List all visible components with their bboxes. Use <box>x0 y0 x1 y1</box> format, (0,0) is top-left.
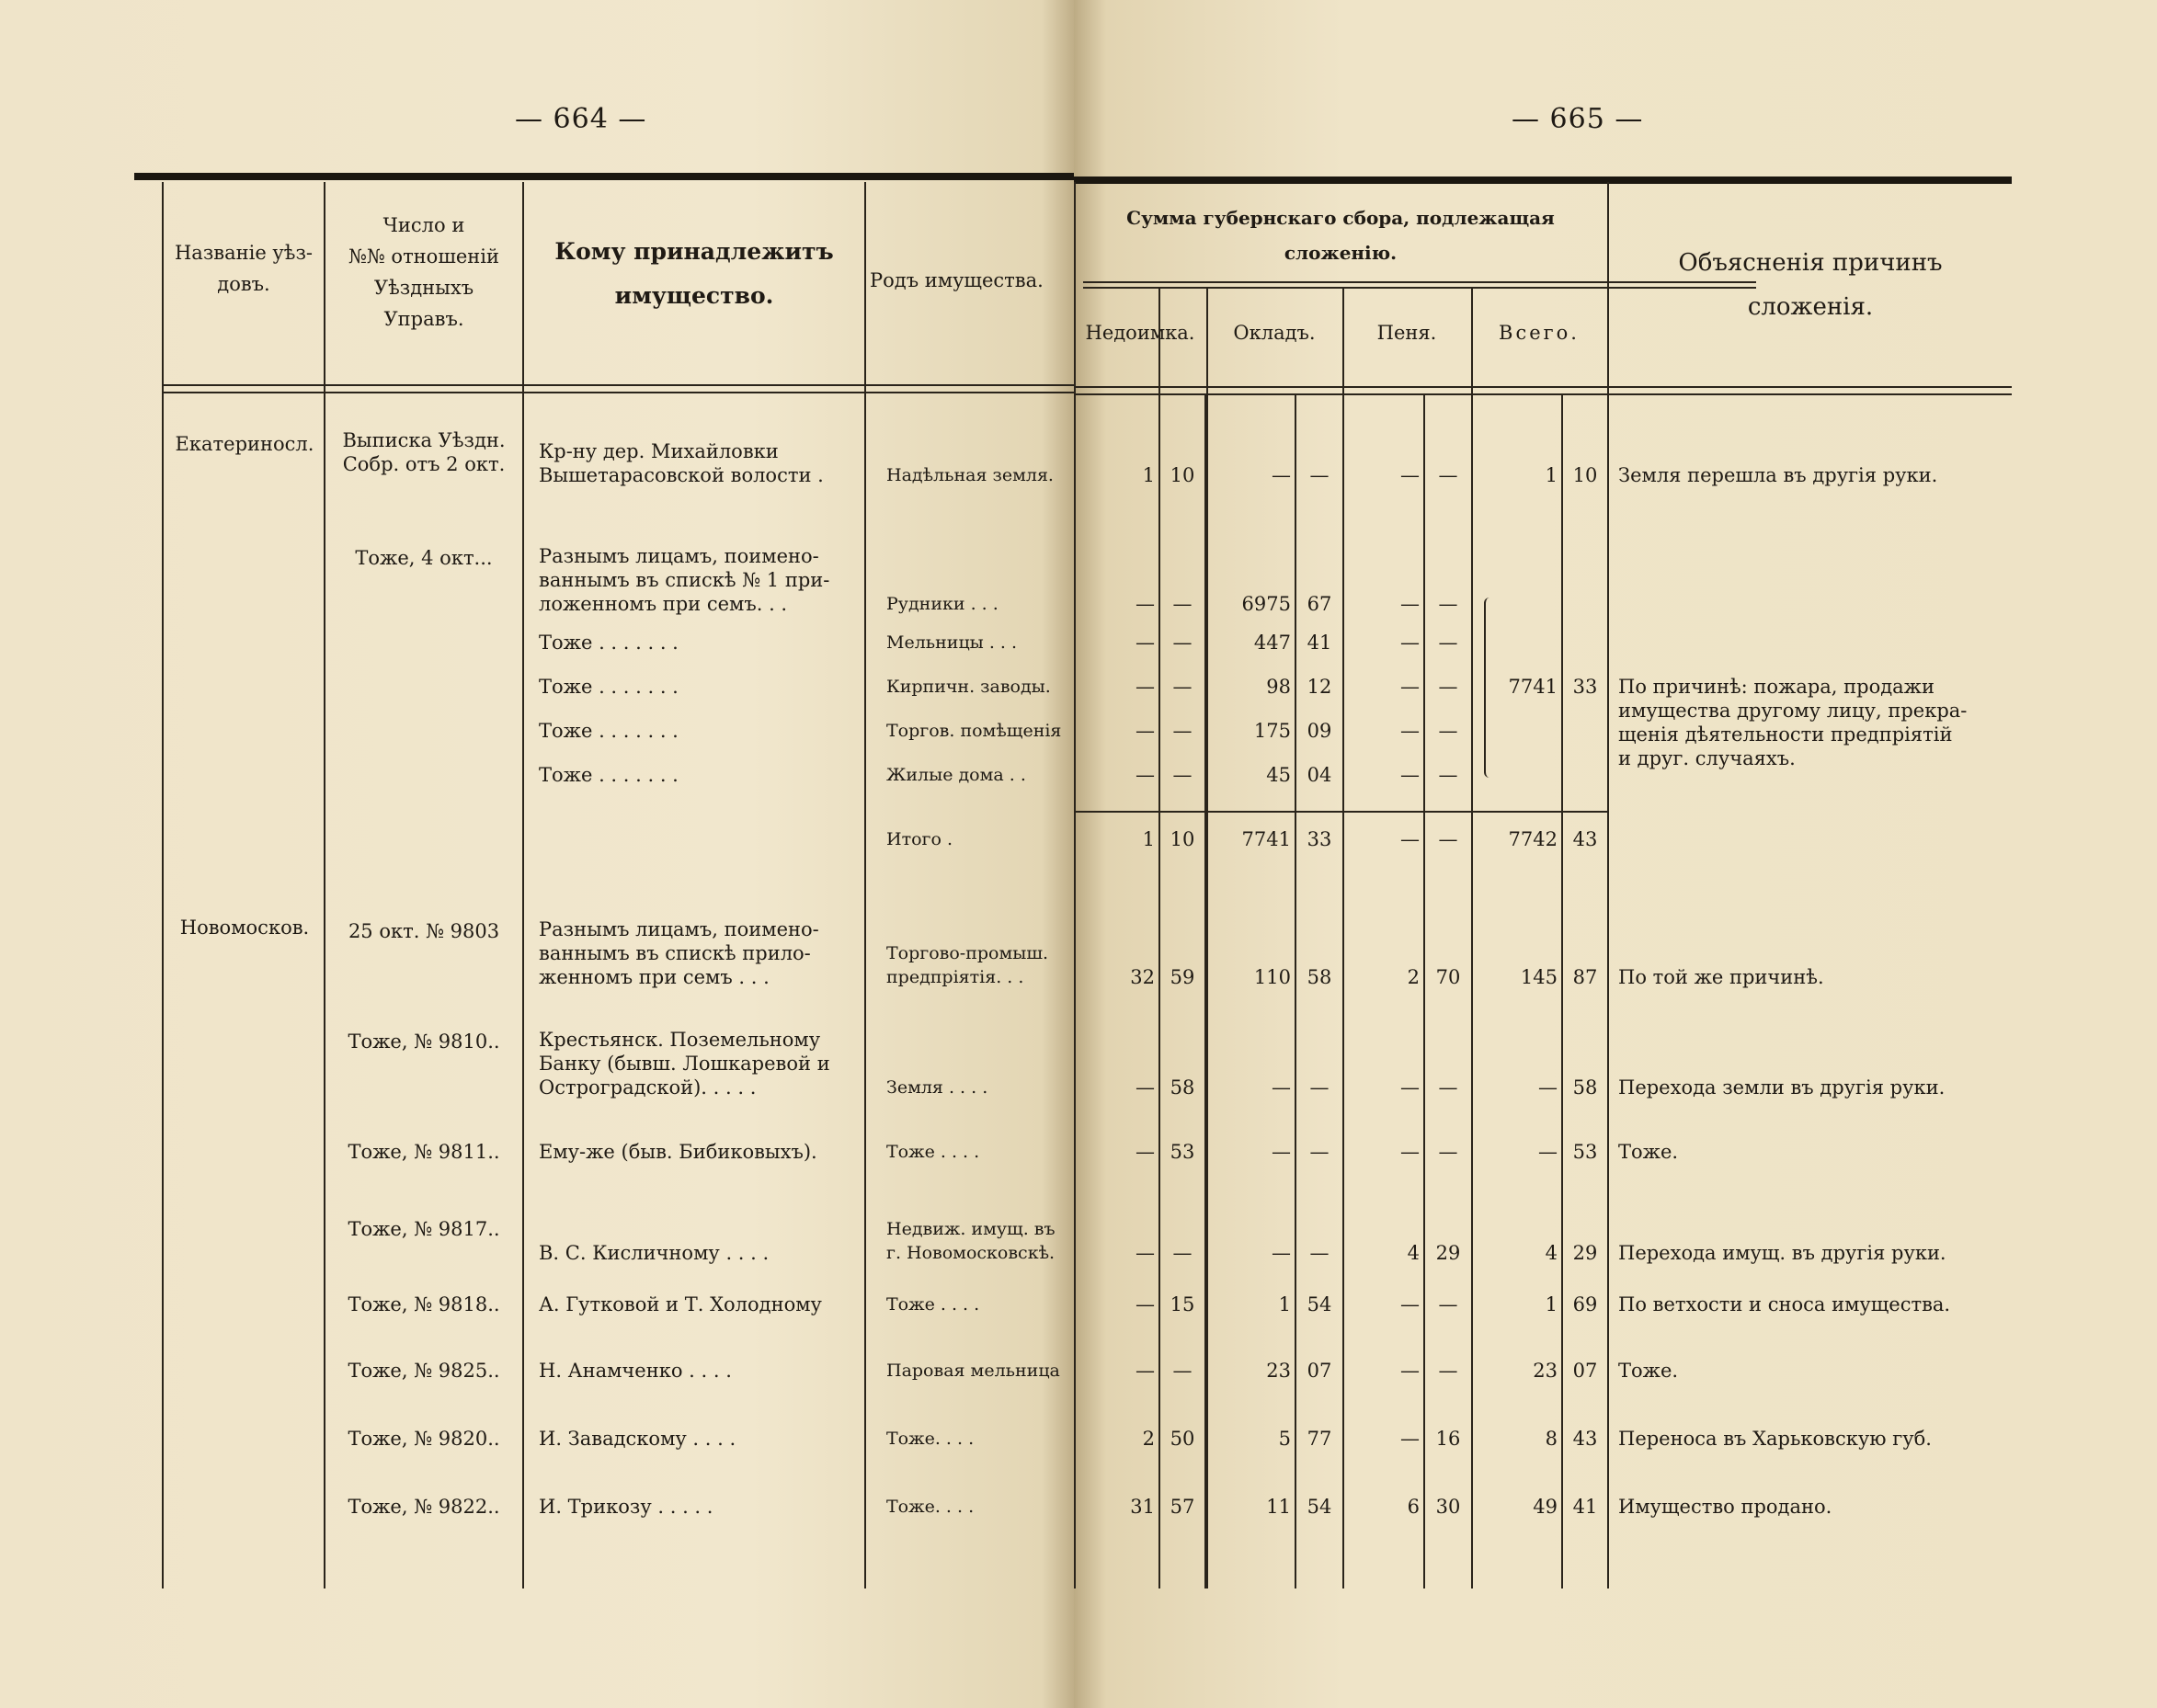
cell-okl-r: 45 <box>1266 764 1291 786</box>
cell-vs-r: 7742 <box>1508 828 1558 850</box>
header-number: Число и №№ отношеній Уѣздныхъ Управъ. <box>348 214 499 330</box>
cell-ned-k: — <box>1172 720 1193 742</box>
cell-pen-r: — <box>1400 720 1420 742</box>
cell-vs-k: 41 <box>1572 1496 1598 1518</box>
cell-pen-k: — <box>1438 828 1458 850</box>
cell-kind: Итого . <box>886 829 953 849</box>
cell-vs-k: 58 <box>1572 1076 1598 1099</box>
left-page <box>0 0 1074 1708</box>
cell-ned-r: 2 <box>1142 1428 1155 1450</box>
cell-ned-r: — <box>1136 593 1155 615</box>
header-penya: Пеня. <box>1376 322 1437 344</box>
cell-num: Тоже, № 9818.. <box>348 1293 500 1315</box>
cell-ned-k: 10 <box>1170 828 1195 850</box>
cell-pen-r: 2 <box>1407 966 1420 988</box>
cell-vs-r: 4 <box>1545 1242 1558 1264</box>
cell-okl-r: — <box>1272 464 1291 486</box>
cell-ned-k: 59 <box>1170 966 1195 988</box>
cell-num: Тоже, № 9811.. <box>348 1141 500 1163</box>
cell-okl-k: 67 <box>1307 593 1332 615</box>
cell-owner: Крестьянск. Поземельному Банку (бывш. Лошкаревой и Остроградской). . . . . <box>539 1029 830 1099</box>
cell-okl-k: 04 <box>1307 764 1332 786</box>
cell-pen-k: — <box>1438 676 1458 698</box>
cell-vs-k: 29 <box>1572 1242 1598 1264</box>
cell-ned-k: — <box>1172 1242 1193 1264</box>
cell-pen-k: 16 <box>1435 1428 1461 1450</box>
cell-ned-r: 32 <box>1130 966 1155 988</box>
cell-okl-k: 33 <box>1307 828 1332 850</box>
cell-ned-k: 10 <box>1170 464 1195 486</box>
cell-pen-r: — <box>1400 1428 1420 1450</box>
cell-okl-k: 54 <box>1307 1496 1332 1518</box>
cell-owner: Ему-же (быв. Бибиковыхъ). <box>539 1141 817 1163</box>
cell-okl-k: 07 <box>1307 1360 1332 1382</box>
cell-okl-r: 7741 <box>1241 828 1291 850</box>
cell-uezd: Новомосков. <box>179 917 310 939</box>
cell-ned-r: — <box>1136 1141 1155 1163</box>
cell-pen-k: — <box>1438 1141 1458 1163</box>
cell-vs-k: 43 <box>1572 1428 1598 1450</box>
col-line <box>1074 182 1076 1588</box>
cell-okl-k: 58 <box>1307 966 1332 988</box>
left-page-number: — 664 — <box>515 103 647 135</box>
cell-pen-r: — <box>1400 632 1420 654</box>
col-line <box>1561 395 1563 1588</box>
cell-num: 25 окт. № 9803 <box>348 920 500 942</box>
cell-ned-k: 57 <box>1170 1496 1195 1518</box>
cell-ned-r: 31 <box>1130 1496 1155 1518</box>
header-rule <box>1074 393 2012 395</box>
cell-okl-k: 09 <box>1307 720 1332 742</box>
col-line <box>1342 287 1344 1588</box>
cell-uezd: Екатериносл. <box>175 433 314 455</box>
cell-pen-r: — <box>1400 1076 1420 1099</box>
cell-pen-r: — <box>1400 464 1420 486</box>
cell-okl-r: 110 <box>1253 966 1291 988</box>
right-page <box>1074 0 2157 1708</box>
cell-pen-r: 4 <box>1407 1242 1420 1264</box>
cell-ned-k: — <box>1172 764 1193 786</box>
total-rule <box>1074 811 1607 813</box>
cell-reason: По ветхости и сноса имущества. <box>1618 1293 1951 1315</box>
cell-ned-r: — <box>1136 1360 1155 1382</box>
cell-ned-k: 50 <box>1170 1428 1195 1450</box>
cell-kind: Жилые дома . . <box>886 765 1026 785</box>
cell-okl-k: 54 <box>1307 1293 1332 1315</box>
cell-okl-k: 12 <box>1307 676 1332 698</box>
col-line <box>1607 182 1609 1588</box>
right-page-number: — 665 — <box>1512 103 1644 135</box>
cell-okl-k: — <box>1309 1141 1330 1163</box>
cell-kind: Торгов. помѣщенія <box>886 721 1062 741</box>
cell-okl-r: 11 <box>1266 1496 1291 1518</box>
cell-ned-r: — <box>1136 1242 1155 1264</box>
cell-pen-k: — <box>1438 720 1458 742</box>
cell-owner: И. Завадскому . . . . <box>539 1428 736 1450</box>
cell-ned-k: — <box>1172 1360 1193 1382</box>
cell-vs-k: 53 <box>1572 1141 1598 1163</box>
cell-num: Тоже, 4 окт... <box>355 547 493 569</box>
header-kind: Родъ имущества. <box>870 269 1044 291</box>
cell-pen-k: — <box>1438 764 1458 786</box>
cell-vs-k: 87 <box>1572 966 1598 988</box>
header-rule <box>162 384 1074 386</box>
cell-num: Тоже, № 9820.. <box>348 1428 500 1450</box>
cell-pen-r: — <box>1400 1360 1420 1382</box>
header-uezd: Названіе уѣз- довъ. <box>174 242 313 295</box>
cell-kind: Тоже. . . . <box>886 1497 975 1517</box>
cell-owner: Кр-ну дер. Михайловки Вышетарасовской волости . <box>539 440 824 486</box>
cell-pen-r: — <box>1400 1141 1420 1163</box>
cell-num: Выписка Уѣздн. Собр. отъ 2 окт. <box>342 429 506 475</box>
header-oklad: Окладъ. <box>1233 322 1316 344</box>
cell-vs-r: 145 <box>1520 966 1558 988</box>
cell-pen-r: — <box>1400 1293 1420 1315</box>
cell-vs-r: 1 <box>1545 464 1558 486</box>
cell-ned-r: 1 <box>1142 828 1155 850</box>
cell-ned-r: 1 <box>1142 464 1155 486</box>
cell-reason: По той же причинѣ. <box>1618 966 1824 988</box>
cell-owner: Тоже . . . . . . . <box>539 676 679 698</box>
cell-kind: Кирпичн. заводы. <box>886 677 1051 697</box>
cell-reason: Имущество продано. <box>1618 1496 1832 1518</box>
cell-okl-r: — <box>1272 1076 1291 1099</box>
cell-reason: По причинѣ: пожара, продажи имущества другому лицу, прекра- щенія дѣятельности предпріятій и друг. случаяхъ. <box>1618 676 1968 769</box>
cell-vs-r: — <box>1538 1076 1558 1099</box>
cell-okl-r: 5 <box>1278 1428 1291 1450</box>
cell-okl-r: 447 <box>1253 632 1291 654</box>
cell-ned-k: — <box>1172 593 1193 615</box>
cell-okl-r: 6975 <box>1241 593 1291 615</box>
cell-num: Тоже, № 9822.. <box>348 1496 500 1518</box>
cell-pen-r: — <box>1400 828 1420 850</box>
cell-kind: Тоже . . . . <box>886 1142 980 1162</box>
cell-kind: Недвиж. имущ. въ г. Новомосковскѣ. <box>886 1219 1056 1263</box>
cell-okl-r: 23 <box>1266 1360 1291 1382</box>
cell-num: Тоже, № 9825.. <box>348 1360 500 1382</box>
header-nedoimka: Недоимка. <box>1085 322 1195 344</box>
cell-owner: Тоже . . . . . . . <box>539 764 679 786</box>
cell-okl-k: — <box>1309 464 1330 486</box>
cell-ned-k: 15 <box>1170 1293 1195 1315</box>
col-line <box>1206 287 1208 1588</box>
cell-okl-r: — <box>1272 1242 1291 1264</box>
cell-okl-k: — <box>1309 1076 1330 1099</box>
cell-owner: Разнымъ лицамъ, поимено- ваннымъ въ спискѣ № 1 при- ложенномъ при семъ. . . <box>539 545 830 615</box>
cell-kind: Рудники . . . <box>886 594 999 614</box>
cell-owner: Тоже . . . . . . . <box>539 632 679 654</box>
cell-ned-r: — <box>1136 632 1155 654</box>
cell-ned-k: — <box>1172 676 1193 698</box>
header-rule <box>1074 386 2012 388</box>
col-line <box>1158 287 1160 1588</box>
cell-kind: Земля . . . . <box>886 1077 988 1098</box>
cell-pen-k: — <box>1438 632 1458 654</box>
cell-pen-k: — <box>1438 593 1458 615</box>
cell-ned-r: — <box>1136 764 1155 786</box>
cell-kind: Надѣльная земля. <box>886 465 1054 485</box>
cell-ned-k: 58 <box>1170 1076 1195 1099</box>
header-reasons: Объясненія причинъ сложенія. <box>1678 249 1943 321</box>
cell-vs-r: — <box>1538 1141 1558 1163</box>
cell-pen-k: — <box>1438 1293 1458 1315</box>
cell-kind: Тоже . . . . <box>886 1294 980 1315</box>
cell-kind: Мельницы . . . <box>886 632 1018 653</box>
cell-kind: Торгово-промыш. предпріятія. . . <box>886 943 1049 987</box>
cell-pen-k: 70 <box>1435 966 1461 988</box>
col-line <box>1471 287 1473 1588</box>
cell-reason: Тоже. <box>1618 1141 1679 1163</box>
cell-pen-r: — <box>1400 676 1420 698</box>
cell-owner: Тоже . . . . . . . <box>539 720 679 742</box>
cell-owner: А. Гутковой и Т. Холодному <box>539 1293 822 1315</box>
cell-ned-k: 53 <box>1170 1141 1195 1163</box>
cell-okl-r: — <box>1272 1141 1291 1163</box>
col-line <box>1423 395 1425 1588</box>
cell-okl-k: 77 <box>1307 1428 1332 1450</box>
cell-reason: Перехода земли въ другія руки. <box>1618 1076 1946 1099</box>
cell-vs-k: 10 <box>1572 464 1598 486</box>
cell-vs-r: 23 <box>1533 1360 1558 1382</box>
cell-okl-k: 41 <box>1307 632 1332 654</box>
cell-okl-r: 175 <box>1253 720 1291 742</box>
cell-ned-k: — <box>1172 632 1193 654</box>
cell-reason: Перехода имущ. въ другія руки. <box>1618 1242 1946 1264</box>
cell-vs-k: 33 <box>1572 676 1598 698</box>
cell-pen-k: — <box>1438 1076 1458 1099</box>
cell-pen-k: — <box>1438 1360 1458 1382</box>
cell-pen-r: — <box>1400 593 1420 615</box>
cell-vs-r: 8 <box>1545 1428 1558 1450</box>
header-owner: Кому принадлежитъ имущество. <box>554 238 834 309</box>
top-rule-right <box>1074 176 2012 184</box>
cell-okl-r: 1 <box>1278 1293 1291 1315</box>
cell-ned-r: — <box>1136 676 1155 698</box>
cell-vs-k: 43 <box>1572 828 1598 850</box>
cell-reason: Переноса въ Харьковскую губ. <box>1618 1428 1932 1450</box>
cell-vs-k: 07 <box>1572 1360 1598 1382</box>
cell-ned-r: — <box>1136 1076 1155 1099</box>
cell-owner: Н. Анамченко . . . . <box>539 1360 732 1382</box>
cell-vs-r: 7741 <box>1508 676 1558 698</box>
cell-num: Тоже, № 9817.. <box>348 1218 500 1240</box>
cell-pen-r: 6 <box>1407 1496 1420 1518</box>
cell-reason: Тоже. <box>1618 1360 1679 1382</box>
cell-owner: В. С. Кисличному . . . . <box>539 1242 770 1264</box>
cell-owner: И. Трикозу . . . . . <box>539 1496 713 1518</box>
cell-kind: Паровая мельница <box>886 1361 1060 1381</box>
cell-num: Тоже, № 9810.. <box>348 1030 500 1053</box>
cell-okl-k: — <box>1309 1242 1330 1264</box>
cell-ned-r: — <box>1136 720 1155 742</box>
cell-reason: Земля перешла въ другія руки. <box>1618 464 1938 486</box>
cell-vs-r: 1 <box>1545 1293 1558 1315</box>
header-sum-group: Сумма губернскаго сбора, подлежащая сложенію. <box>1126 207 1555 264</box>
cell-okl-r: 98 <box>1266 676 1291 698</box>
cell-vs-k: 69 <box>1572 1293 1598 1315</box>
cell-pen-r: — <box>1400 764 1420 786</box>
cell-pen-k: 29 <box>1435 1242 1461 1264</box>
cell-ned-r: — <box>1136 1293 1155 1315</box>
col-line <box>1295 395 1296 1588</box>
header-vsego: Всего. <box>1499 322 1580 344</box>
cell-vs-r: 49 <box>1533 1496 1558 1518</box>
top-rule-left <box>134 173 1074 180</box>
cell-owner: Разнымъ лицамъ, поимено- ваннымъ въ спискѣ прило- женномъ при семъ . . . <box>539 918 819 988</box>
cell-pen-k: 30 <box>1435 1496 1461 1518</box>
cell-kind: Тоже. . . . <box>886 1429 975 1449</box>
cell-pen-k: — <box>1438 464 1458 486</box>
header-rule <box>162 392 1074 393</box>
